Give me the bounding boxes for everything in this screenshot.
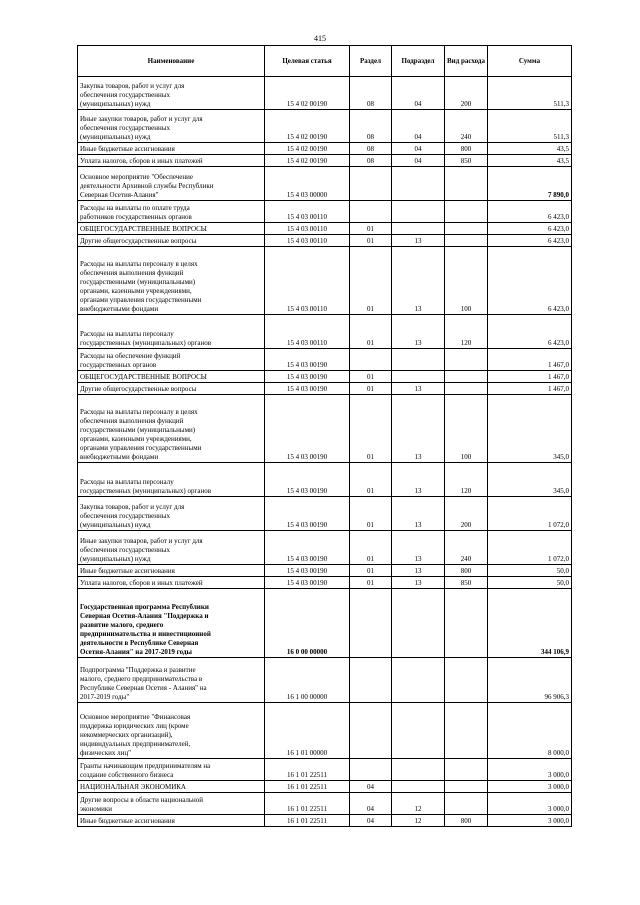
row-section: 08 [350, 77, 392, 110]
row-target-article: 15 4 03 00110 [265, 201, 350, 223]
row-name: Другие вопросы в области национальной экономики [78, 793, 265, 815]
row-target-article: 15 4 03 00000 [265, 167, 350, 201]
row-subsection: 13 [392, 565, 445, 577]
row-sum: 1 467,0 [488, 371, 572, 383]
row-section: 01 [350, 383, 392, 395]
table-row [78, 703, 572, 759]
row-name: Иные закупки товаров, работ и услуг для обеспечения государственных (муниципальных) нужд [78, 531, 265, 565]
row-expense-type: 100 [445, 395, 488, 463]
row-subsection [392, 781, 445, 793]
row-name: Гранты начинающим предпринимателям на создание собственного бизнеса [78, 759, 265, 781]
table-row [78, 223, 572, 235]
row-subsection: 13 [392, 395, 445, 463]
header-sum: Сумма [488, 46, 572, 77]
row-sum: 50,0 [488, 577, 572, 589]
table-row [78, 793, 572, 815]
budget-table [77, 45, 572, 827]
row-sum: 1 467,0 [488, 383, 572, 395]
row-section: 01 [350, 577, 392, 589]
row-target-article: 15 4 03 00190 [265, 395, 350, 463]
table-row [78, 658, 572, 703]
row-subsection [392, 759, 445, 781]
row-sum: 1 467,0 [488, 349, 572, 371]
row-expense-type: 120 [445, 463, 488, 497]
row-sum: 3 000,0 [488, 793, 572, 815]
row-subsection [392, 201, 445, 223]
row-sum: 6 423,0 [488, 223, 572, 235]
row-name: Закупка товаров, работ и услуг для обеспечения государственных (муниципальных) нужд [78, 77, 265, 110]
row-name: Уплата налогов, сборов и иных платежей [78, 155, 265, 167]
row-subsection: 12 [392, 793, 445, 815]
row-section: 04 [350, 815, 392, 827]
table-row [78, 531, 572, 565]
row-name: Другие общегосударственные вопросы [78, 235, 265, 247]
table-row [78, 349, 572, 371]
row-name: Иные бюджетные ассигнования [78, 143, 265, 155]
table-row [78, 143, 572, 155]
row-target-article: 15 4 02 00190 [265, 110, 350, 143]
row-sum: 7 890,0 [488, 167, 572, 201]
row-name: Основное мероприятие "Обеспечение деятельности Архивной службы Республики Северная Осетия-Алания" [78, 167, 265, 201]
row-target-article: 15 4 03 00110 [265, 235, 350, 247]
row-expense-type [445, 658, 488, 703]
row-expense-type [445, 703, 488, 759]
row-target-article: 15 4 03 00190 [265, 463, 350, 497]
row-target-article: 16 1 00 00000 [265, 658, 350, 703]
table-row [78, 315, 572, 349]
row-name: Основное мероприятие "Финансовая поддержка юридических лиц (кроме некоммерческих организаций), индивидуальных предпринимателей, физических лиц" [78, 703, 265, 759]
row-expense-type: 800 [445, 143, 488, 155]
row-sum: 6 423,0 [488, 201, 572, 223]
row-target-article: 15 4 03 00190 [265, 497, 350, 531]
row-subsection [392, 658, 445, 703]
row-subsection: 13 [392, 577, 445, 589]
row-sum: 50,0 [488, 565, 572, 577]
row-name: Расходы на обеспечение функций государственных органов [78, 349, 265, 371]
row-expense-type: 200 [445, 497, 488, 531]
table-row [78, 759, 572, 781]
row-sum: 511,3 [488, 77, 572, 110]
row-name: Расходы на выплаты персоналу в целях обеспечения выполнения функций государственными (муниципальными) органами, казенными учреждениями, органами управления государственными внебюджетными фондами [78, 395, 265, 463]
row-sum: 43,5 [488, 143, 572, 155]
row-subsection: 04 [392, 77, 445, 110]
row-section: 04 [350, 781, 392, 793]
row-target-article: 15 4 03 00190 [265, 349, 350, 371]
row-subsection [392, 167, 445, 201]
row-section [350, 349, 392, 371]
row-target-article: 15 4 03 00190 [265, 383, 350, 395]
table-row [78, 167, 572, 201]
row-name: ОБЩЕГОСУДАРСТВЕННЫЕ ВОПРОСЫ [78, 371, 265, 383]
row-name: Подпрограмма "Поддержка и развитие малого, среднего предпринимательства в Республике Северная Осетия - Алания" на 2017-2019 годы" [78, 658, 265, 703]
row-expense-type [445, 167, 488, 201]
row-name: Государственная программа Республики Северная Осетия-Алания "Поддержка и развитие малого, среднего предпринимательства и инвестиционной деятельности в Республике Северная Осетия-Алания" на 2017-2019 годы [78, 589, 265, 658]
row-target-article: 15 4 03 00110 [265, 247, 350, 315]
row-expense-type: 100 [445, 247, 488, 315]
row-section: 04 [350, 793, 392, 815]
header-subsection: Подраздел [392, 46, 445, 77]
row-expense-type [445, 371, 488, 383]
table-row [78, 497, 572, 531]
page-number: 415 [314, 34, 326, 43]
row-expense-type: 850 [445, 577, 488, 589]
row-section: 01 [350, 315, 392, 349]
header-section: Раздел [350, 46, 392, 77]
row-section [350, 167, 392, 201]
row-sum: 344 106,9 [488, 589, 572, 658]
row-expense-type [445, 793, 488, 815]
row-sum: 3 000,0 [488, 815, 572, 827]
row-sum: 6 423,0 [488, 247, 572, 315]
row-sum: 345,0 [488, 463, 572, 497]
row-section: 01 [350, 223, 392, 235]
table-row [78, 247, 572, 315]
row-section: 01 [350, 531, 392, 565]
row-expense-type [445, 383, 488, 395]
row-subsection: 13 [392, 531, 445, 565]
row-expense-type [445, 759, 488, 781]
row-section [350, 703, 392, 759]
row-name: Иные закупки товаров, работ и услуг для обеспечения государственных (муниципальных) нужд [78, 110, 265, 143]
row-section: 01 [350, 463, 392, 497]
row-target-article: 15 4 03 00190 [265, 565, 350, 577]
row-sum: 511,3 [488, 110, 572, 143]
row-target-article: 15 4 03 00190 [265, 577, 350, 589]
header-target-article: Целевая статья [265, 46, 350, 77]
row-name: Уплата налогов, сборов и иных платежей [78, 577, 265, 589]
row-subsection [392, 223, 445, 235]
row-sum: 8 000,0 [488, 703, 572, 759]
row-name: Расходы на выплаты по оплате труда работников государственных органов [78, 201, 265, 223]
table-row [78, 77, 572, 110]
row-name: Закупка товаров, работ и услуг для обеспечения государственных (муниципальных) нужд [78, 497, 265, 531]
row-expense-type [445, 223, 488, 235]
row-expense-type: 800 [445, 565, 488, 577]
row-sum: 345,0 [488, 395, 572, 463]
table-row [78, 565, 572, 577]
row-expense-type [445, 349, 488, 371]
row-target-article: 15 4 02 00190 [265, 155, 350, 167]
table-row [78, 235, 572, 247]
row-subsection: 04 [392, 143, 445, 155]
row-target-article: 15 4 03 00190 [265, 371, 350, 383]
row-subsection: 13 [392, 383, 445, 395]
row-target-article: 16 1 01 22511 [265, 759, 350, 781]
row-name: Иные бюджетные ассигнования [78, 565, 265, 577]
row-expense-type: 240 [445, 531, 488, 565]
row-name: Другие общегосударственные вопросы [78, 383, 265, 395]
table-row [78, 577, 572, 589]
row-subsection [392, 589, 445, 658]
row-target-article: 16 1 01 00000 [265, 703, 350, 759]
row-name: Расходы на выплаты персоналу государственных (муниципальных) органов [78, 315, 265, 349]
row-sum: 1 072,0 [488, 497, 572, 531]
row-sum: 6 423,0 [488, 315, 572, 349]
row-sum: 43,5 [488, 155, 572, 167]
row-section: 01 [350, 395, 392, 463]
row-section [350, 658, 392, 703]
row-subsection: 13 [392, 463, 445, 497]
row-name: Расходы на выплаты персоналу в целях обеспечения выполнения функций государственными (муниципальными) органами, казенными учреждениями, органами управления государственными внебюджетными фондами [78, 247, 265, 315]
table-row [78, 371, 572, 383]
table-row [78, 395, 572, 463]
row-subsection: 13 [392, 235, 445, 247]
table-row [78, 110, 572, 143]
row-expense-type: 240 [445, 110, 488, 143]
row-target-article: 16 1 01 22511 [265, 815, 350, 827]
row-target-article: 15 4 03 00110 [265, 223, 350, 235]
table-row [78, 463, 572, 497]
row-section: 01 [350, 247, 392, 315]
row-section: 08 [350, 155, 392, 167]
row-section [350, 759, 392, 781]
table-row [78, 383, 572, 395]
row-sum: 3 000,0 [488, 781, 572, 793]
row-target-article: 15 4 03 00110 [265, 315, 350, 349]
header-expense-type: Вид расхода [445, 46, 488, 77]
row-section: 08 [350, 143, 392, 155]
row-name: ОБЩЕГОСУДАРСТВЕННЫЕ ВОПРОСЫ [78, 223, 265, 235]
row-target-article: 16 1 01 22511 [265, 793, 350, 815]
row-expense-type: 800 [445, 815, 488, 827]
row-name: Расходы на выплаты персоналу государственных (муниципальных) органов [78, 463, 265, 497]
header-name: Наименование [78, 46, 265, 77]
row-section: 01 [350, 497, 392, 531]
row-subsection: 12 [392, 815, 445, 827]
row-section: 01 [350, 371, 392, 383]
row-expense-type: 850 [445, 155, 488, 167]
row-section [350, 201, 392, 223]
row-subsection: 13 [392, 315, 445, 349]
row-sum: 1 072,0 [488, 531, 572, 565]
table-row [78, 201, 572, 223]
row-subsection [392, 703, 445, 759]
row-subsection: 04 [392, 155, 445, 167]
row-sum: 3 000,0 [488, 759, 572, 781]
row-sum: 96 906,3 [488, 658, 572, 703]
row-section: 01 [350, 235, 392, 247]
row-target-article: 15 4 02 00190 [265, 77, 350, 110]
row-section [350, 589, 392, 658]
row-target-article: 15 4 02 00190 [265, 143, 350, 155]
row-subsection: 13 [392, 497, 445, 531]
row-subsection [392, 349, 445, 371]
row-expense-type [445, 781, 488, 793]
row-expense-type [445, 235, 488, 247]
row-expense-type: 120 [445, 315, 488, 349]
row-name: НАЦИОНАЛЬНАЯ ЭКОНОМИКА [78, 781, 265, 793]
row-subsection [392, 371, 445, 383]
table-row [78, 155, 572, 167]
row-subsection: 13 [392, 247, 445, 315]
row-section: 01 [350, 565, 392, 577]
row-target-article: 16 1 01 22511 [265, 781, 350, 793]
row-sum: 6 423,0 [488, 235, 572, 247]
row-expense-type: 200 [445, 77, 488, 110]
table-row [78, 815, 572, 827]
table-row [78, 589, 572, 658]
table-row [78, 781, 572, 793]
row-subsection: 04 [392, 110, 445, 143]
row-section: 08 [350, 110, 392, 143]
row-name: Иные бюджетные ассигнования [78, 815, 265, 827]
row-expense-type [445, 589, 488, 658]
table-body [78, 77, 572, 827]
row-target-article: 15 4 03 00190 [265, 531, 350, 565]
row-target-article: 16 0 00 00000 [265, 589, 350, 658]
row-expense-type [445, 201, 488, 223]
table-header-row [78, 46, 572, 77]
